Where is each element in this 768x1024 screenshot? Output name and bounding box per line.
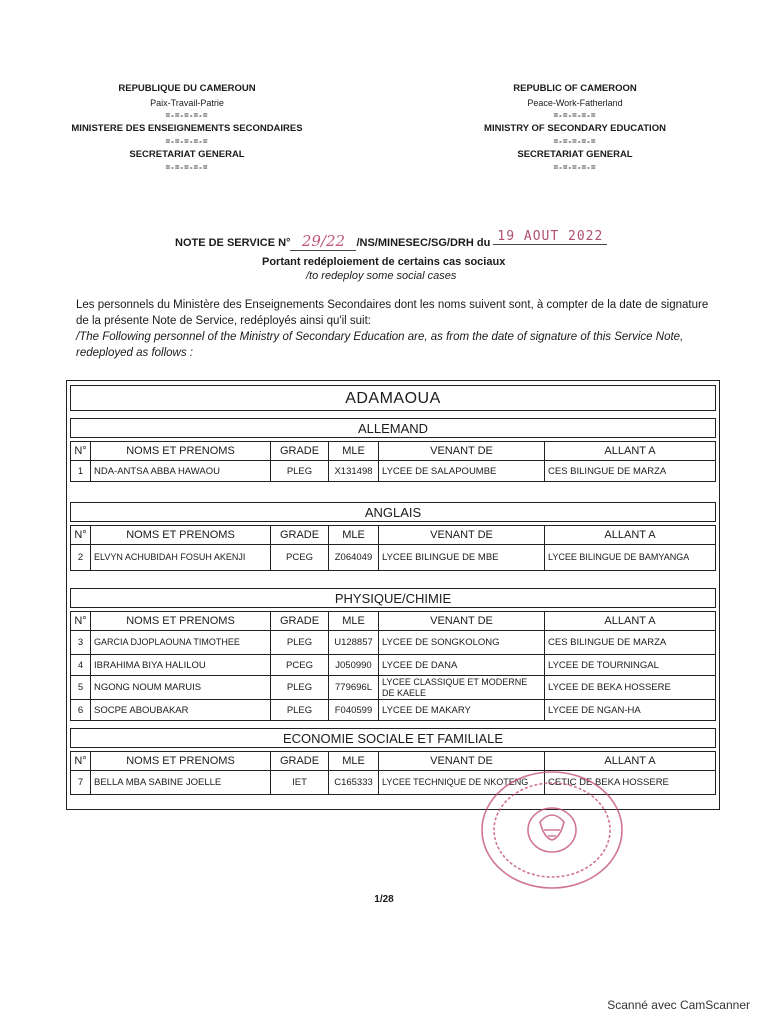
cell-from: LYCEE DE DANA	[379, 655, 545, 676]
col-header-mle: MLE	[329, 612, 379, 631]
header-right-office: SECRETARIAT GENERAL	[517, 149, 633, 160]
table-row	[71, 676, 716, 700]
cell-from: LYCEE DE MAKARY	[379, 700, 545, 721]
cell-n: 2	[71, 545, 91, 571]
cell-n: 4	[71, 655, 91, 676]
col-header-name: NOMS ET PRENOMS	[91, 442, 271, 461]
header-right-separator: =-=-=-=-=	[553, 111, 597, 120]
col-header-name: NOMS ET PRENOMS	[91, 612, 271, 631]
note-date: 19 AOUT 2022	[493, 229, 607, 245]
col-header-to: ALLANT A	[545, 752, 716, 771]
header-left-motto: Paix-Travail-Patrie	[150, 98, 224, 108]
cell-from: LYCEE TECHNIQUE DE NKOTENG	[379, 771, 545, 795]
section-title: ALLEMAND	[70, 418, 716, 438]
col-header-mle: MLE	[329, 442, 379, 461]
cell-grade: PCEG	[271, 545, 329, 571]
cell-grade: PLEG	[271, 676, 329, 700]
cell-to: CES BILINGUE DE MARZA	[545, 461, 716, 482]
header-right-separator-2: =-=-=-=-=	[553, 137, 597, 146]
cell-grade: PCEG	[271, 655, 329, 676]
cell-from: LYCEE DE SALAPOUMBE	[379, 461, 545, 482]
cell-n: 3	[71, 631, 91, 655]
note-subject-en: /to redeploy some social cases	[306, 270, 457, 282]
intro-fr: Les personnels du Ministère des Enseignements Secondaires dont les noms suivent sont, à compter de la date de signature de la présente Note de Service, redéployés ainsi qu'il suit:	[76, 299, 709, 327]
cell-name: ELVYN ACHUBIDAH FOSUH AKENJI	[91, 545, 271, 571]
col-header-grade: GRADE	[271, 612, 329, 631]
cell-to: CETIC DE BEKA HOSSERE	[545, 771, 716, 795]
table-header-row	[71, 612, 716, 631]
col-header-to: ALLANT A	[545, 526, 716, 545]
section-table	[70, 611, 716, 721]
note-number: 29/22	[290, 232, 356, 251]
cell-to: LYCEE DE NGAN-HA	[545, 700, 716, 721]
cell-name: SOCPE ABOUBAKAR	[91, 700, 271, 721]
col-header-n: N°	[71, 612, 91, 631]
cell-n: 1	[71, 461, 91, 482]
section-title: PHYSIQUE/CHIMIE	[70, 588, 716, 608]
note-reference-line	[175, 229, 645, 251]
cell-grade: PLEG	[271, 700, 329, 721]
cell-name: BELLA MBA SABINE JOELLE	[91, 771, 271, 795]
col-header-from: VENANT DE	[379, 612, 545, 631]
cell-n: 7	[71, 771, 91, 795]
col-header-grade: GRADE	[271, 526, 329, 545]
cell-mle: C165333	[329, 771, 379, 795]
header-left	[52, 82, 322, 174]
cell-from: LYCEE BILINGUE DE MBE	[379, 545, 545, 571]
note-subject-fr: Portant redéploiement de certains cas sociaux	[262, 256, 506, 268]
cell-from: LYCEE CLASSIQUE ET MODERNE DE KAELE	[379, 676, 545, 700]
col-header-name: NOMS ET PRENOMS	[91, 526, 271, 545]
header-right-country: REPUBLIC OF CAMEROON	[513, 83, 637, 94]
table-row	[71, 631, 716, 655]
cell-mle: Z064049	[329, 545, 379, 571]
table-header-row	[71, 526, 716, 545]
header-right-separator-3: =-=-=-=-=	[553, 163, 597, 172]
cell-grade: PLEG	[271, 461, 329, 482]
table-row	[71, 700, 716, 721]
col-header-to: ALLANT A	[545, 612, 716, 631]
col-header-n: N°	[71, 752, 91, 771]
table-row	[71, 655, 716, 676]
table-row	[71, 461, 716, 482]
col-header-from: VENANT DE	[379, 752, 545, 771]
header-right	[440, 82, 710, 174]
cell-grade: PLEG	[271, 631, 329, 655]
section-physique-chimie	[70, 588, 716, 721]
table-header-row	[71, 442, 716, 461]
col-header-name: NOMS ET PRENOMS	[91, 752, 271, 771]
cell-grade: IET	[271, 771, 329, 795]
intro-paragraph	[76, 297, 716, 361]
col-header-mle: MLE	[329, 526, 379, 545]
official-stamp	[478, 768, 626, 892]
region-title: ADAMAOUA	[70, 385, 716, 411]
cell-name: NDA-ANTSA ABBA HAWAOU	[91, 461, 271, 482]
col-header-grade: GRADE	[271, 752, 329, 771]
cell-to: CES BILINGUE DE MARZA	[545, 631, 716, 655]
header-left-ministry: MINISTERE DES ENSEIGNEMENTS SECONDAIRES	[71, 123, 303, 134]
cell-mle: U128857	[329, 631, 379, 655]
section-allemand	[70, 418, 716, 482]
cell-n: 6	[71, 700, 91, 721]
header-left-office: SECRETARIAT GENERAL	[129, 149, 245, 160]
cell-to: LYCEE DE TOURNINGAL	[545, 655, 716, 676]
note-reference: /NS/MINESEC/SG/DRH du	[356, 237, 491, 249]
cell-name: IBRAHIMA BIYA HALILOU	[91, 655, 271, 676]
section-table	[70, 441, 716, 482]
scanner-watermark: Scanné avec CamScanner	[607, 998, 750, 1012]
header-left-country: REPUBLIQUE DU CAMEROUN	[118, 83, 256, 94]
header-left-separator: =-=-=-=-=	[165, 111, 209, 120]
col-header-from: VENANT DE	[379, 442, 545, 461]
col-header-from: VENANT DE	[379, 526, 545, 545]
col-header-n: N°	[71, 526, 91, 545]
cell-from: LYCEE DE SONGKOLONG	[379, 631, 545, 655]
note-label: NOTE DE SERVICE N°	[175, 237, 291, 249]
cell-name: GARCIA DJOPLAOUNA TIMOTHEE	[91, 631, 271, 655]
page-number: 1/28	[374, 894, 394, 905]
intro-en: /The Following personnel of the Ministry of Secondary Education are, as from the date of signature of this Service Note, redeployed as follows :	[76, 331, 684, 359]
cell-to: LYCEE DE BEKA HOSSERE	[545, 676, 716, 700]
header-right-ministry: MINISTRY OF SECONDARY EDUCATION	[484, 123, 666, 134]
header-left-separator-2: =-=-=-=-=	[165, 137, 209, 146]
section-title: ECONOMIE SOCIALE ET FAMILIALE	[70, 728, 716, 748]
cell-to: LYCEE BILINGUE DE BAMYANGA	[545, 545, 716, 571]
cell-name: NGONG NOUM MARUIS	[91, 676, 271, 700]
section-title: ANGLAIS	[70, 502, 716, 522]
header-right-motto: Peace-Work-Fatherland	[527, 98, 623, 108]
section-table	[70, 525, 716, 571]
table-row	[71, 545, 716, 571]
cell-mle: 779696L	[329, 676, 379, 700]
header-left-separator-3: =-=-=-=-=	[165, 163, 209, 172]
cell-mle: J050990	[329, 655, 379, 676]
cell-mle: X131498	[329, 461, 379, 482]
section-anglais	[70, 502, 716, 571]
cell-n: 5	[71, 676, 91, 700]
col-header-mle: MLE	[329, 752, 379, 771]
col-header-grade: GRADE	[271, 442, 329, 461]
col-header-n: N°	[71, 442, 91, 461]
col-header-to: ALLANT A	[545, 442, 716, 461]
cell-mle: F040599	[329, 700, 379, 721]
